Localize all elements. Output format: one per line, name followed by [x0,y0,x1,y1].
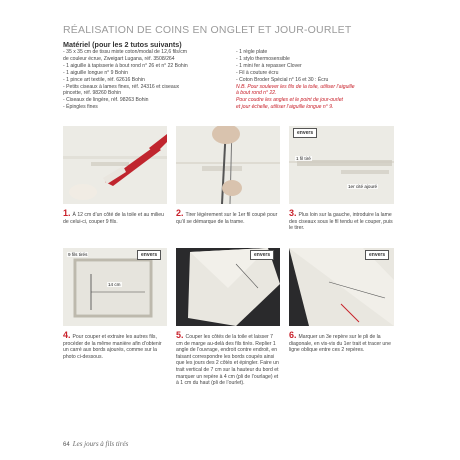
material-item: - 1 aiguille à tapisserie à bout rond n° 26 et n° 22 Bohin [63,62,188,69]
nine-threads-label: 9 fils tirés [68,252,88,257]
note-line: et jour échelle, utiliser l’aiguille longue n° 9. [236,104,334,111]
photo-step-2-image [176,126,280,204]
step-4 [63,331,167,360]
material-item: - Ciseaux de lingère, réf. 98263 Bohin [63,97,149,104]
step-text: Tirer légèrement sur le 1er fil coupé pour qu’il se démarque de la trame. [176,212,278,225]
photo-step-3 [289,126,394,204]
page-title: RÉALISATION DE COINS EN ONGLET ET JOUR-OURLET [63,24,352,36]
photo-step-5 [176,248,280,326]
material-item: - Fil à couture écru [236,69,279,76]
material-item: - 1 aiguille longue n° 9 Bohin [63,69,128,76]
page-footer [63,440,128,448]
materials-list-left [63,49,231,111]
material-item: - Coton Broder Spécial n° 16 et 30 : Écru [236,76,329,83]
first-cut-label: 1 fil tiré [296,156,311,161]
book-title: Les jours à fils tirés [72,440,129,448]
step-text: Marquer un 3e repère sur le pli de la diagonale, en vis-vis du 1er trait et tracer une ligne oblique entre ces 2 repères. [289,334,391,354]
step-5 [176,331,280,387]
photo-step-4 [63,248,167,326]
photo-step-1 [63,126,167,204]
step-text: Pour couper et extraire les autres fils, procéder de la même manière afin d’obtenir un carré aux bords ajourés, comme sur la photo ci-dessous. [63,334,162,360]
step-text: Plus loin sur la gauche, introduire la lame des ciseaux sous le fil tendu et le couper, puis le tirer. [289,212,393,232]
materials-list-right [236,49,406,111]
step-number: 3. [289,208,297,218]
step-number: 6. [289,330,297,340]
step-text: Couper les côtés de la toile et laisser 7 cm de marge au-delà des fils tirés. Replier 1 angle de l’ouvrage, endroit contre endroit, en faisant correspondre les bords coupés ainsi que les jours des 2 côtés et épingler. Faire un trait vertical de 7 cm sur la hauteur du bord et marquer un repère à 4 cm (pli de l’ourlage) et à 1 cm du haut (pli de l’ourlet). [176,334,279,387]
material-item: - 35 x 35 cm de tissu mixte coton/modal de 12,6 fils/cm [63,49,188,55]
envers-tag: envers [250,250,274,260]
material-item: - Petits ciseaux à lames fines, réf. 24316 et ciseaux [63,83,180,90]
material-item: - 1 stylo thermosensible [236,55,290,62]
material-item: - 1 règle plate [236,49,268,55]
envers-tag: envers [293,128,317,138]
step-6 [289,331,394,354]
photo-step-6 [289,248,394,326]
first-openwork-label: 1er cité ajouré [348,184,378,189]
materials-heading: Matériel (pour les 2 tutos suivants) [63,40,182,49]
step-text: À 12 cm d’un côté de la toile et au milieu de celui-ci, couper 9 fils. [63,212,164,225]
material-item: pincette, réf. 98260 Bohin [63,90,122,97]
envers-tag: envers [365,250,389,260]
step-number: 5. [176,330,184,340]
material-item: - Épingles fines [63,104,98,111]
step-1 [63,209,167,225]
step-number: 1. [63,208,71,218]
note-line: N.B. Pour soulever les fils de la toile, utiliser l’aiguille [236,83,355,90]
step-number: 2. [176,208,184,218]
step-number: 4. [63,330,71,340]
note-line: Pour coudre les angles et le point de jour-ourlet [236,97,343,104]
material-item: - 1 pince art textile, réf. 62616 Bohin [63,76,145,83]
photo-step-1-image [63,126,167,204]
fourteen-cm-label: 14 cm [108,282,121,287]
step-2 [176,209,280,225]
note-line: à bout rond n° 22. [236,90,277,97]
step-3 [289,209,394,232]
photo-step-2 [176,126,280,204]
material-item: de couleur écrue, Zweigart Lugana, réf. 3508/264 [63,55,175,62]
envers-tag: envers [137,250,161,260]
page-number: 64 [63,442,70,448]
material-item: - 1 mini fer à repasser Clover [236,62,302,69]
